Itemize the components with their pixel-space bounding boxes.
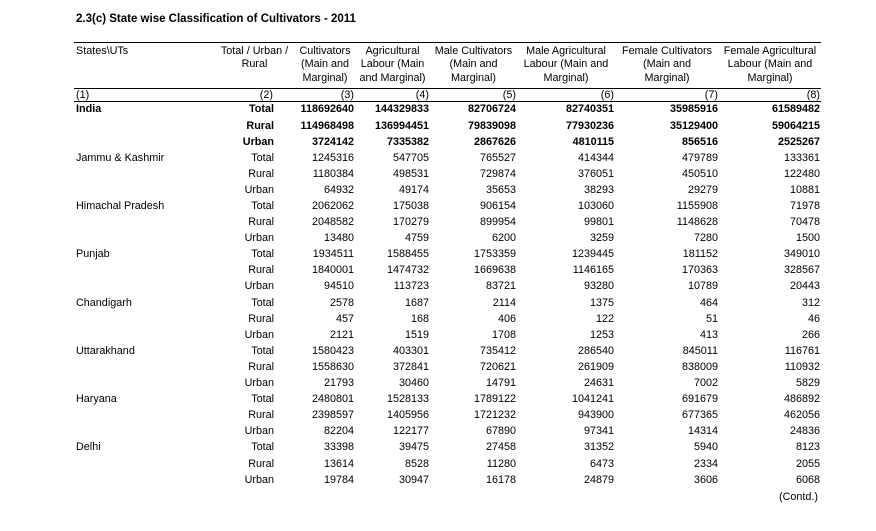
value-cell: 486892 bbox=[783, 393, 820, 406]
value-cell: 39475 bbox=[398, 441, 429, 454]
value-cell: 1146165 bbox=[572, 264, 614, 277]
value-cell: 8528 bbox=[404, 457, 429, 470]
value-cell: 35129400 bbox=[669, 119, 718, 132]
column-header-line: Marginal) bbox=[747, 71, 793, 84]
value-cell: 735412 bbox=[479, 344, 516, 357]
value-cell: 376051 bbox=[577, 167, 614, 180]
value-cell: 30460 bbox=[398, 377, 429, 390]
value-cell: 2114 bbox=[492, 296, 516, 309]
value-cell: 7280 bbox=[693, 232, 718, 245]
value-cell: 170363 bbox=[681, 264, 718, 277]
value-cell: 133361 bbox=[783, 151, 820, 164]
value-cell: 114968498 bbox=[300, 119, 354, 132]
column-header bbox=[719, 43, 821, 89]
state-cell: Chandigarh bbox=[76, 296, 132, 309]
table-row bbox=[74, 182, 821, 198]
value-cell: 118692640 bbox=[300, 103, 354, 116]
column-header-line: Marginal) bbox=[543, 71, 589, 84]
column-number: (8) bbox=[719, 88, 821, 101]
value-cell: 97341 bbox=[583, 425, 614, 438]
column-header-line: Male Agricultural bbox=[526, 45, 606, 57]
table-body bbox=[74, 101, 821, 488]
value-cell: 328567 bbox=[783, 264, 820, 277]
value-cell: 24879 bbox=[583, 473, 614, 486]
value-cell: 413 bbox=[699, 328, 718, 341]
state-cell: India bbox=[76, 103, 102, 116]
value-cell: 27458 bbox=[485, 441, 516, 454]
value-cell: 38293 bbox=[583, 183, 614, 196]
value-cell: 414344 bbox=[577, 151, 614, 164]
value-cell: 35985916 bbox=[669, 103, 718, 116]
value-cell: 729874 bbox=[479, 167, 516, 180]
value-cell: 46 bbox=[807, 312, 820, 325]
value-cell: 899954 bbox=[479, 216, 516, 229]
value-cell: 1148628 bbox=[676, 216, 718, 229]
value-cell: 82204 bbox=[323, 425, 354, 438]
value-cell: 2398597 bbox=[311, 409, 354, 422]
value-cell: 110932 bbox=[784, 360, 820, 373]
state-cell bbox=[74, 182, 214, 198]
column-header-line: Rural bbox=[241, 58, 268, 71]
value-cell: 1155908 bbox=[676, 200, 718, 212]
column-header-line: Labour (Main bbox=[360, 58, 425, 71]
table-row bbox=[74, 118, 821, 134]
column-number-row bbox=[74, 88, 821, 101]
area-type-cell: Urban bbox=[244, 473, 274, 486]
table-row bbox=[74, 359, 821, 375]
value-cell: 2048582 bbox=[311, 216, 354, 229]
column-header bbox=[214, 43, 295, 89]
cultivators-table bbox=[74, 42, 821, 488]
state-cell bbox=[74, 375, 214, 391]
area-type-cell: Urban bbox=[242, 135, 274, 148]
table-row bbox=[74, 375, 821, 391]
state-cell: Uttarakhand bbox=[76, 344, 135, 357]
value-cell: 943900 bbox=[577, 409, 614, 422]
value-cell: 1375 bbox=[589, 296, 614, 309]
value-cell: 7335382 bbox=[386, 135, 429, 148]
area-type-cell: Rural bbox=[248, 409, 274, 422]
value-cell: 4810115 bbox=[572, 135, 614, 148]
state-cell bbox=[74, 215, 214, 231]
column-header-line: Marginal) bbox=[450, 71, 496, 84]
value-cell: 6200 bbox=[491, 232, 516, 245]
value-cell: 13614 bbox=[323, 457, 354, 470]
area-type-cell: Total bbox=[251, 151, 274, 164]
value-cell: 79839098 bbox=[467, 119, 516, 132]
value-cell: 99801 bbox=[583, 216, 614, 229]
value-cell: 170279 bbox=[392, 216, 429, 229]
value-cell: 1253 bbox=[589, 328, 614, 341]
value-cell: 547705 bbox=[392, 151, 429, 164]
column-header-line: Marginal) bbox=[302, 71, 348, 84]
column-header-line: (Main and bbox=[642, 58, 691, 71]
value-cell: 71978 bbox=[789, 200, 820, 212]
value-cell: 10881 bbox=[789, 183, 820, 196]
state-cell bbox=[74, 134, 214, 150]
value-cell: 2867626 bbox=[473, 135, 516, 148]
value-cell: 24631 bbox=[583, 377, 614, 390]
value-cell: 3724142 bbox=[311, 135, 354, 148]
table-row bbox=[74, 231, 821, 247]
column-header-line: Total / Urban / bbox=[220, 45, 289, 57]
value-cell: 1041241 bbox=[571, 393, 614, 406]
value-cell: 51 bbox=[705, 312, 718, 325]
state-cell bbox=[74, 424, 214, 440]
area-type-cell: Rural bbox=[246, 119, 274, 132]
value-cell: 462056 bbox=[783, 409, 820, 422]
column-header-line: Male Cultivators bbox=[434, 45, 513, 57]
area-type-cell: Rural bbox=[248, 167, 274, 180]
value-cell: 691679 bbox=[681, 393, 718, 406]
table-row bbox=[74, 343, 821, 359]
value-cell: 2480801 bbox=[311, 393, 354, 406]
column-header-line: States\UTs bbox=[76, 45, 129, 57]
value-cell: 168 bbox=[410, 312, 429, 325]
state-cell: Jammu & Kashmir bbox=[76, 151, 165, 164]
column-number: (6) bbox=[517, 88, 615, 101]
column-header-line: and Marginal) bbox=[359, 71, 426, 84]
value-cell: 8123 bbox=[795, 441, 820, 454]
value-cell: 31352 bbox=[583, 441, 614, 454]
value-cell: 677365 bbox=[681, 409, 718, 422]
value-cell: 286540 bbox=[577, 344, 614, 357]
table-row bbox=[74, 101, 821, 118]
value-cell: 122480 bbox=[783, 167, 820, 180]
table-row bbox=[74, 295, 821, 311]
value-cell: 6068 bbox=[795, 473, 820, 486]
value-cell: 1405956 bbox=[386, 409, 429, 422]
column-header-line: Female Cultivators bbox=[621, 45, 712, 57]
area-type-cell: Rural bbox=[248, 312, 274, 325]
value-cell: 49174 bbox=[398, 183, 429, 196]
value-cell: 450510 bbox=[681, 167, 718, 180]
area-type-cell: Total bbox=[251, 441, 274, 454]
value-cell: 498531 bbox=[392, 167, 429, 180]
state-cell: Haryana bbox=[76, 393, 117, 406]
continued-note: (Contd.) bbox=[778, 491, 818, 503]
area-type-cell: Urban bbox=[244, 280, 274, 293]
value-cell: 2055 bbox=[795, 457, 820, 470]
value-cell: 349010 bbox=[783, 248, 820, 261]
value-cell: 2334 bbox=[693, 457, 718, 470]
table-row bbox=[74, 424, 821, 440]
state-cell: Delhi bbox=[76, 441, 101, 454]
value-cell: 1580423 bbox=[311, 344, 354, 357]
value-cell: 2062062 bbox=[311, 200, 354, 212]
value-cell: 4759 bbox=[404, 232, 429, 245]
value-cell: 457 bbox=[335, 312, 354, 325]
value-cell: 67890 bbox=[485, 425, 516, 438]
value-cell: 35653 bbox=[485, 183, 516, 196]
state-cell bbox=[74, 327, 214, 343]
value-cell: 2525267 bbox=[777, 135, 820, 148]
value-cell: 94510 bbox=[323, 280, 354, 293]
value-cell: 61589482 bbox=[771, 103, 820, 116]
table-row bbox=[74, 456, 821, 472]
value-cell: 1180384 bbox=[312, 167, 354, 180]
value-cell: 464 bbox=[699, 296, 718, 309]
value-cell: 479789 bbox=[681, 151, 718, 164]
area-type-cell: Rural bbox=[248, 264, 274, 277]
area-type-cell: Total bbox=[251, 248, 274, 261]
column-header-line: Labour (Main and bbox=[727, 58, 813, 71]
value-cell: 113723 bbox=[393, 280, 429, 293]
column-header-line: Agricultural bbox=[365, 45, 420, 57]
value-cell: 77930236 bbox=[565, 119, 614, 132]
value-cell: 122177 bbox=[392, 425, 429, 438]
value-cell: 1789122 bbox=[473, 393, 516, 406]
area-type-cell: Urban bbox=[244, 328, 274, 341]
value-cell: 116761 bbox=[784, 344, 820, 357]
column-header bbox=[615, 43, 719, 89]
state-cell bbox=[74, 279, 214, 295]
table-row bbox=[74, 150, 821, 166]
table-row bbox=[74, 263, 821, 279]
column-number: (3) bbox=[295, 88, 355, 101]
value-cell: 312 bbox=[801, 296, 820, 309]
value-cell: 2121 bbox=[329, 328, 354, 341]
value-cell: 11280 bbox=[486, 457, 516, 470]
table-row bbox=[74, 392, 821, 408]
column-header bbox=[517, 43, 615, 89]
value-cell: 1558630 bbox=[311, 360, 354, 373]
value-cell: 14791 bbox=[485, 377, 516, 390]
column-number: (7) bbox=[615, 88, 719, 101]
value-cell: 103060 bbox=[577, 200, 614, 212]
value-cell: 10789 bbox=[687, 280, 718, 293]
value-cell: 5829 bbox=[795, 377, 820, 390]
value-cell: 30947 bbox=[398, 473, 429, 486]
table-row bbox=[74, 472, 821, 488]
value-cell: 261909 bbox=[577, 360, 614, 373]
column-header-row bbox=[74, 43, 821, 89]
value-cell: 29279 bbox=[687, 183, 718, 196]
value-cell: 82706724 bbox=[467, 103, 516, 116]
document-title: 2.3(c) State wise Classification of Cultivators - 2011 bbox=[76, 13, 356, 25]
value-cell: 3606 bbox=[693, 473, 718, 486]
state-cell bbox=[74, 263, 214, 279]
table-row bbox=[74, 198, 821, 214]
state-cell bbox=[74, 472, 214, 488]
state-cell bbox=[74, 311, 214, 327]
area-type-cell: Urban bbox=[244, 232, 274, 245]
value-cell: 83721 bbox=[485, 280, 516, 293]
value-cell: 266 bbox=[801, 328, 820, 341]
value-cell: 2578 bbox=[329, 296, 354, 309]
value-cell: 64932 bbox=[323, 183, 354, 196]
column-number: (4) bbox=[355, 88, 430, 101]
table-row bbox=[74, 327, 821, 343]
value-cell: 1500 bbox=[795, 232, 820, 245]
value-cell: 1474732 bbox=[386, 264, 429, 277]
value-cell: 1687 bbox=[404, 296, 429, 309]
state-cell bbox=[74, 359, 214, 375]
state-cell bbox=[74, 231, 214, 247]
area-type-cell: Urban bbox=[244, 425, 274, 438]
column-header bbox=[430, 43, 517, 89]
value-cell: 1840001 bbox=[311, 264, 354, 277]
column-header bbox=[295, 43, 355, 89]
value-cell: 906154 bbox=[479, 200, 516, 212]
state-cell: Punjab bbox=[76, 248, 110, 261]
value-cell: 70478 bbox=[789, 216, 820, 229]
value-cell: 1708 bbox=[491, 328, 516, 341]
area-type-cell: Total bbox=[251, 393, 274, 406]
table-row bbox=[74, 247, 821, 263]
value-cell: 1669638 bbox=[473, 264, 516, 277]
column-number: (5) bbox=[430, 88, 517, 101]
area-type-cell: Total bbox=[249, 103, 274, 116]
value-cell: 1753359 bbox=[473, 248, 516, 261]
value-cell: 13480 bbox=[323, 232, 354, 245]
state-cell bbox=[74, 166, 214, 182]
value-cell: 1519 bbox=[404, 328, 429, 341]
area-type-cell: Rural bbox=[248, 457, 274, 470]
area-type-cell: Urban bbox=[244, 183, 274, 196]
value-cell: 720621 bbox=[479, 360, 516, 373]
value-cell: 3259 bbox=[589, 232, 614, 245]
area-type-cell: Urban bbox=[244, 377, 274, 390]
table-row bbox=[74, 166, 821, 182]
value-cell: 181152 bbox=[682, 248, 718, 261]
value-cell: 5940 bbox=[693, 441, 718, 454]
column-header bbox=[355, 43, 430, 89]
value-cell: 7002 bbox=[693, 377, 718, 390]
column-header-line: (Main and bbox=[300, 58, 349, 71]
value-cell: 21793 bbox=[323, 377, 354, 390]
area-type-cell: Rural bbox=[248, 216, 274, 229]
value-cell: 403301 bbox=[392, 344, 429, 357]
area-type-cell: Total bbox=[251, 200, 274, 212]
value-cell: 1588455 bbox=[386, 248, 429, 261]
table-row bbox=[74, 279, 821, 295]
table-row bbox=[74, 408, 821, 424]
state-cell: Himachal Pradesh bbox=[76, 200, 165, 212]
value-cell: 175038 bbox=[392, 200, 429, 212]
value-cell: 1528133 bbox=[386, 393, 429, 406]
value-cell: 59064215 bbox=[771, 119, 820, 132]
value-cell: 14314 bbox=[687, 425, 718, 438]
value-cell: 845011 bbox=[682, 344, 718, 357]
value-cell: 1245316 bbox=[311, 151, 354, 164]
value-cell: 136994451 bbox=[374, 119, 429, 132]
value-cell: 406 bbox=[497, 312, 516, 325]
value-cell: 765527 bbox=[479, 151, 516, 164]
value-cell: 19784 bbox=[323, 473, 354, 486]
value-cell: 1721232 bbox=[473, 409, 516, 422]
value-cell: 1934511 bbox=[312, 248, 354, 261]
area-type-cell: Total bbox=[251, 296, 274, 309]
table-row bbox=[74, 440, 821, 456]
column-header bbox=[74, 43, 214, 89]
column-number: (2) bbox=[214, 88, 295, 101]
value-cell: 16178 bbox=[485, 473, 516, 486]
value-cell: 93280 bbox=[583, 280, 614, 293]
column-header-line: Marginal) bbox=[644, 71, 690, 84]
table-row bbox=[74, 134, 821, 150]
column-header-line: (Main and bbox=[449, 58, 498, 71]
state-cell bbox=[74, 408, 214, 424]
table-row bbox=[74, 311, 821, 327]
area-type-cell: Rural bbox=[248, 360, 274, 373]
value-cell: 144329833 bbox=[374, 103, 429, 116]
value-cell: 6473 bbox=[589, 457, 614, 470]
value-cell: 20443 bbox=[789, 280, 820, 293]
area-type-cell: Total bbox=[251, 344, 274, 357]
state-cell bbox=[74, 118, 214, 134]
value-cell: 1239445 bbox=[571, 248, 614, 261]
column-number: (1) bbox=[74, 88, 214, 101]
value-cell: 33398 bbox=[323, 441, 354, 454]
value-cell: 24836 bbox=[789, 425, 820, 438]
state-cell bbox=[74, 456, 214, 472]
column-header-line: Female Agricultural bbox=[723, 45, 817, 57]
column-header-line: Cultivators bbox=[299, 45, 351, 57]
column-header-line: Labour (Main and bbox=[523, 58, 609, 71]
value-cell: 856516 bbox=[681, 135, 718, 148]
value-cell: 82740351 bbox=[565, 103, 614, 116]
value-cell: 122 bbox=[595, 312, 614, 325]
value-cell: 372841 bbox=[392, 360, 429, 373]
value-cell: 838009 bbox=[681, 360, 718, 373]
table-row bbox=[74, 215, 821, 231]
